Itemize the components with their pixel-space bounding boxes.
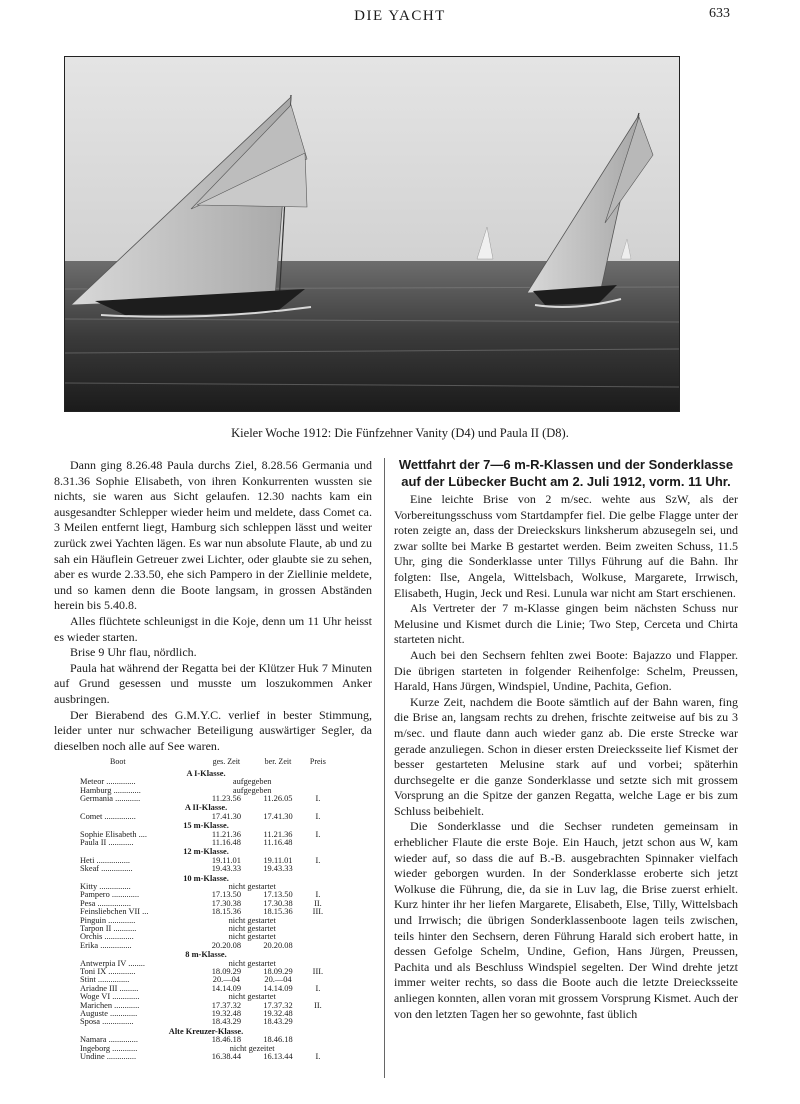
class-heading: Alte Kreuzer-Klasse. bbox=[168, 1026, 244, 1036]
prize-cell bbox=[304, 1018, 332, 1026]
boat-name: Undine .............. bbox=[80, 1052, 137, 1062]
boat-name: Marichen ............ bbox=[80, 1000, 140, 1010]
boat-name: Hamburg ............. bbox=[80, 785, 141, 795]
right-column bbox=[394, 456, 738, 1022]
class-heading: 12 m-Klasse. bbox=[183, 847, 229, 857]
prize-cell: II. bbox=[314, 1000, 322, 1010]
prize-cell: II. bbox=[314, 898, 322, 908]
boat-name: Stint ............... bbox=[80, 975, 130, 985]
prize-cell bbox=[304, 917, 332, 925]
prize-cell bbox=[304, 1036, 332, 1044]
corrected-time: 11.26.05 bbox=[263, 793, 293, 803]
results-body bbox=[80, 769, 332, 1062]
corrected-time: 18.46.18 bbox=[263, 1035, 293, 1045]
prize-cell bbox=[304, 778, 332, 786]
corrected-time: 11.16.48 bbox=[263, 837, 293, 847]
corrected-time: 17.30.38 bbox=[263, 898, 293, 908]
boat-name: Orchis .............. bbox=[80, 932, 134, 942]
status-note: nicht gezeitet bbox=[229, 1043, 275, 1053]
elapsed-time: 11.23.56 bbox=[211, 793, 241, 803]
table-row bbox=[80, 839, 332, 847]
corrected-time: 18.15.36 bbox=[263, 907, 293, 917]
corrected-time: 20.20.08 bbox=[263, 940, 293, 950]
elapsed-time: 18.43.29 bbox=[211, 1017, 242, 1027]
results-table bbox=[80, 758, 332, 1061]
prize-cell: I. bbox=[315, 1052, 321, 1062]
paragraph: Als Vertreter der 7 m-Klasse gingen beim nächsten Schuss nur Melusine und Kismet durch die Linie; Two Step, Cerceta und Chirta starteten nicht. bbox=[394, 601, 738, 647]
boat-name: Sophie Elisabeth .... bbox=[80, 829, 147, 839]
corrected-time: 20.—04 bbox=[264, 975, 292, 985]
boat-name: Heti ................ bbox=[80, 855, 131, 865]
prize-cell: III. bbox=[312, 907, 324, 917]
regatta-photo bbox=[64, 56, 680, 412]
elapsed-time: 19.11.01 bbox=[211, 855, 241, 865]
prize-cell bbox=[304, 839, 332, 847]
elapsed-time: 11.21.36 bbox=[211, 829, 241, 839]
corrected-time: 17.13.50 bbox=[263, 890, 293, 900]
boat-name: Paula II ............ bbox=[80, 837, 134, 847]
table-row bbox=[80, 1053, 332, 1061]
boat-name: Tarpon II ........... bbox=[80, 924, 137, 933]
class-heading: 8 m-Klasse. bbox=[185, 950, 227, 960]
boat-name: Skeaf ............... bbox=[80, 864, 133, 874]
column-header-preis: Preis bbox=[309, 757, 326, 767]
boat-name: Woge VI ............. bbox=[80, 992, 140, 1002]
paragraph: Alles flüchtete schleunigst in die Koje, denn um 11 Uhr heisst es wieder starten. bbox=[54, 613, 372, 644]
table-row bbox=[80, 795, 332, 803]
status-note: nicht gestartet bbox=[228, 932, 276, 942]
paragraph: Paula hat während der Regatta bei der Klützer Huk 7 Minuten auf Grund gesessen und musste um loszukommen Anker ausbringen. bbox=[54, 660, 372, 706]
prize-cell: I. bbox=[315, 793, 321, 803]
corrected-time: 18.43.29 bbox=[263, 1017, 293, 1027]
paragraph: Auch bei den Sechsern fehlten zwei Boote: Bajazzo und Flapper. Die übrigen starteten in folgender Reihenfolge: Schelm, Preussen, Harald, Hans Jürgen, Windspiel, Undine, Pachita, Gefion. bbox=[394, 647, 738, 694]
status-note: aufgegeben bbox=[232, 777, 272, 787]
running-head: DIE YACHT bbox=[354, 8, 446, 24]
elapsed-time: 20.—04 bbox=[212, 975, 240, 985]
prize-cell: I. bbox=[315, 890, 321, 900]
class-heading: 15 m-Klasse. bbox=[183, 821, 229, 831]
status-note: nicht gestartet bbox=[228, 924, 276, 933]
elapsed-time: 19.32.48 bbox=[211, 1009, 242, 1019]
paragraph: Brise 9 Uhr flau, nördlich. bbox=[70, 645, 197, 660]
boat-name: Meteor .............. bbox=[80, 777, 136, 787]
corrected-time: 17.41.30 bbox=[263, 811, 293, 821]
corrected-time: 14.14.09 bbox=[263, 983, 293, 993]
prize-cell bbox=[304, 1010, 332, 1018]
corrected-time: 19.11.01 bbox=[263, 855, 293, 865]
table-row bbox=[80, 942, 332, 950]
elapsed-time: 18.46.18 bbox=[211, 1035, 242, 1045]
status-note: aufgegeben bbox=[232, 785, 272, 795]
elapsed-time: 17.13.50 bbox=[211, 890, 242, 900]
column-divider bbox=[384, 458, 385, 1078]
class-heading: A II-Klasse. bbox=[184, 803, 228, 813]
status-note: nicht gestartet bbox=[228, 881, 276, 891]
elapsed-time: 11.16.48 bbox=[211, 837, 241, 847]
elapsed-time: 19.43.33 bbox=[211, 864, 242, 874]
sailing-yachts-image bbox=[65, 57, 680, 412]
elapsed-time: 17.30.38 bbox=[211, 898, 242, 908]
boat-name: Ariadne III ......... bbox=[80, 983, 139, 993]
status-note: nicht gestartet bbox=[228, 992, 276, 1002]
boat-name: Auguste ............. bbox=[80, 1009, 138, 1019]
paragraph: Kurze Zeit, nachdem die Boote sämtlich auf der Bahn waren, fing die Brise an, langsam rechts zu drehen, frischte zeitweise auf bis zu 3 m/sec. und flaute dann auch wieder ganz ab. Die erste Strecke war gerade anzuliegen. Schon in dieser ersten Dreiecksseite lief Kismet der besser gestarteten Melusine stark auf und vorbei; späterhin durchsegelte er die ganze Sonderklasse und setzte sich mit grossem Vorsprung an die Spitze der ganzen Regatta, welche Lage er bis zum Schluss beibehielt. bbox=[394, 694, 738, 818]
prize-cell: I. bbox=[315, 829, 321, 839]
table-row bbox=[80, 1018, 332, 1026]
class-heading: A I-Klasse. bbox=[186, 768, 226, 778]
table-header-row bbox=[80, 758, 332, 768]
boat-name: Ingeborg ............ bbox=[80, 1043, 138, 1053]
prize-cell: I. bbox=[315, 983, 321, 993]
table-row bbox=[80, 813, 332, 821]
prize-cell bbox=[304, 942, 332, 950]
column-header-ges-zeit: ges. Zeit bbox=[212, 757, 241, 767]
section-title: Wettfahrt der 7—6 m-R-Klassen und der Sonderklasse auf der Lübecker Bucht am 2. Juli 1912, vorm. 11 Uhr. bbox=[398, 457, 734, 489]
paragraph: Eine leichte Brise von 2 m/sec. wehte aus SzW, als der Vorbereitungsschuss vom Startdampfer fiel. Die gelbe Flagge unter der roten zeigte an, dass der Dreieckskurs linksherum abzusegeln sei, und zwar sollte bei Marke B gestartet werden. Beim zweiten Schuss, 11.5 Uhr, ging die Sonderklasse unter Tillys Führung auf die Bahn. Ihr folgten: Ilse, Angela, Wittelsbach, Wolkuse, Margarete, Irrwisch, Elisabeth, Hugin, Jeck und Resi. Lunula war nicht am Start erschienen. bbox=[394, 492, 738, 600]
elapsed-time: 18.09.29 bbox=[211, 967, 242, 977]
elapsed-time: 17.41.30 bbox=[211, 811, 242, 821]
boat-name: Kitty ............... bbox=[80, 881, 131, 891]
paragraph: Dann ging 8.26.48 Paula durchs Ziel, 8.28.56 Germania und 8.31.36 Sophie Elisabeth, von ihren Konkurrenten wussten sie nichts, sie waren aus Sicht gelaufen. 12.30 nachts kam ein ausgesandter Schlepper wieder heim und meldete, dass Comet ca. 3 Meilen entfernt liegt, Hamburg sich schleppen lässt und weiter zurück zwei Yachten lägen. Es war nun absolute Flaute, ab und zu sah ein Häuflein Getreuer zwei Lichter, oder glaubte sie zu sehen, aber es wurde 2.33.50, ehe sich Pampero in der Ziellinie meldete, und so kamen denn die Boote langsam, in grossen Abständen herein bis 5.40.8. bbox=[54, 458, 372, 613]
elapsed-time: 20.20.08 bbox=[211, 940, 242, 950]
boat-name: Feinsliebchen VII ... bbox=[80, 907, 149, 917]
paragraph: Die Sonderklasse und die Sechser rundeten gemeinsam in erheblicher Flaute die erste Boje. Ein Hauch, jetzt schon aus W, kam wieder auf, so dass die auf B.-B. ausgebrachten Spinnaker vielfach wieder geborgen wurden. In der Sonderklasse eroberte sich jetzt Wolkuse die Führung, die, da sie in Luv lag, die Brise zuerst erhielt. Kurz hinter ihr her liefen Margarete, Elisabeth, Else, Tilly, Wittelsbach und Irrwisch; die übrigen Sonderklassenboote lagen teils zwischen, teils hinter den Sechsern, deren Führung Harald sich erobert hatte, in dessen Gefolge Schelm, Undine, Gefion, Hans Jürgen, Preussen, Pachita und als Beschluss Windspiel segelten. Der Wind drehte jetzt immer weiter rechts, so dass die Boote auch die letzte Dreiecksseite anliegen konnten, allen voran mit grossem Vorsprung Kismet. Auch der von den letzten Tagen her so gewohnte, fast üblich bbox=[394, 819, 738, 1021]
elapsed-time: 18.15.36 bbox=[211, 907, 242, 917]
column-header-ber-zeit: ber. Zeit bbox=[264, 757, 292, 767]
boat-name: Pinguin ............. bbox=[80, 915, 136, 925]
left-column bbox=[54, 458, 372, 1062]
corrected-time: 19.43.33 bbox=[263, 864, 293, 874]
prize-cell bbox=[304, 933, 332, 941]
boat-name: Germania ............ bbox=[80, 793, 141, 803]
class-heading: 10 m-Klasse. bbox=[183, 873, 229, 883]
boat-name: Antwerpia IV ........ bbox=[80, 958, 145, 968]
boat-name: Toni IX ............. bbox=[80, 967, 136, 977]
elapsed-time: 14.14.09 bbox=[211, 983, 242, 993]
prize-cell: I. bbox=[315, 811, 321, 821]
prize-cell bbox=[304, 925, 332, 933]
prize-cell: III. bbox=[312, 967, 324, 977]
boat-name: Erika ............... bbox=[80, 940, 132, 950]
prize-cell bbox=[304, 865, 332, 873]
elapsed-time: 16.38.44 bbox=[211, 1052, 242, 1062]
elapsed-time: 17.37.32 bbox=[211, 1000, 242, 1010]
boat-name: Namara .............. bbox=[80, 1035, 138, 1045]
boat-name: Sposa ............... bbox=[80, 1017, 134, 1027]
table-row bbox=[80, 865, 332, 873]
status-note: nicht gestartet bbox=[228, 958, 276, 968]
prize-cell: I. bbox=[315, 855, 321, 865]
corrected-time: 19.32.48 bbox=[263, 1009, 293, 1019]
corrected-time: 11.21.36 bbox=[263, 829, 293, 839]
corrected-time: 17.37.32 bbox=[263, 1000, 293, 1010]
boat-name: Pesa ................ bbox=[80, 898, 131, 908]
boat-name: Comet ............... bbox=[80, 811, 136, 821]
photo-caption: Kieler Woche 1912: Die Fünfzehner Vanity (D4) und Paula II (D8). bbox=[231, 426, 569, 440]
corrected-time: 16.13.44 bbox=[263, 1052, 293, 1062]
paragraph: Der Bierabend des G.M.Y.C. verlief in bester Stimmung, leider unter nur schwacher Beteiligung auswärtiger Segler, da dieselben noch alle auf See waren. bbox=[54, 707, 372, 753]
status-note: nicht gestartet bbox=[228, 915, 276, 925]
column-header-boot: Boot bbox=[110, 757, 126, 767]
boat-name: Pampero ............. bbox=[80, 890, 140, 900]
corrected-time: 18.09.29 bbox=[263, 967, 293, 977]
page-number: 633 bbox=[709, 6, 730, 21]
